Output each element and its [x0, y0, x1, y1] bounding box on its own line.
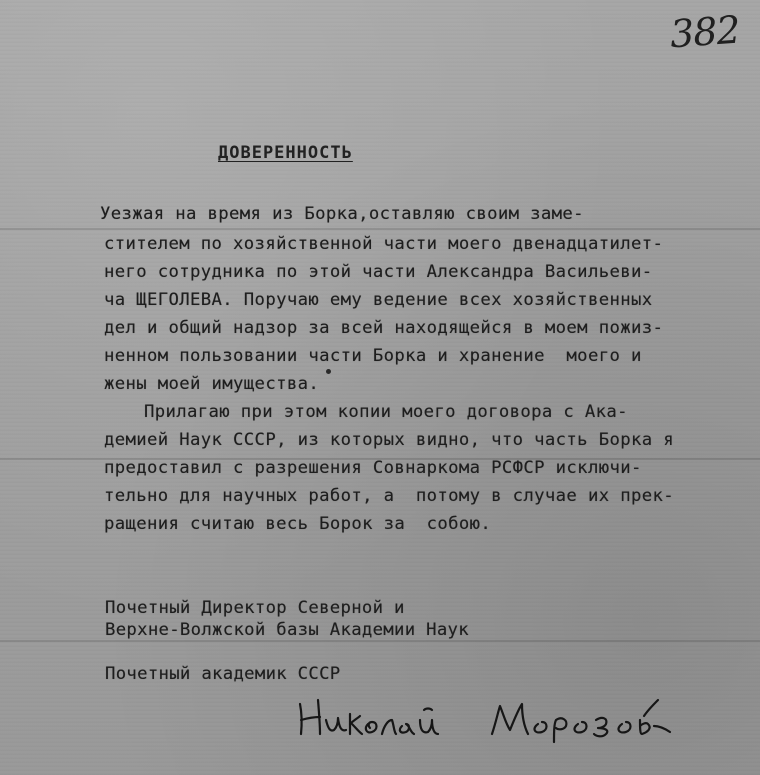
- archive-page-number: 382: [668, 7, 741, 57]
- body-line: стителем по хозяйственной части моего двенадцатилет-: [104, 234, 664, 254]
- body-line: него сотрудника по этой части Александра Васильеви-: [104, 262, 653, 282]
- body-line: ча ЩЕГОЛЕВА. Поручаю ему ведение всех хозяйственных: [104, 290, 653, 310]
- handwritten-signature: [292, 686, 677, 746]
- body-line: ненном пользовании части Борка и хранение моего и: [104, 346, 642, 366]
- body-line: тельно для научных работ, а потому в случае их прек-: [104, 486, 674, 506]
- document-title: ДОВЕРЕННОСТЬ: [218, 143, 353, 163]
- paper-crease: [0, 640, 760, 642]
- body-line: жены моей имущества.: [104, 374, 320, 394]
- body-line: предоставил с разрешения Совнаркома РСФСР исключи-: [104, 458, 642, 478]
- body-line: Уезжая на время из Борка,оставляю своим заме-: [100, 204, 584, 224]
- signatory-title-line: Почетный Директор Северной и: [105, 598, 405, 618]
- body-line: демией Наук СССР, из которых видно, что часть Борка я: [104, 430, 674, 450]
- ink-speck: [326, 369, 331, 374]
- body-line: Прилагаю при этом копии моего договора с Ака-: [144, 402, 628, 422]
- body-line: дел и общий надзор за всей находящейся в моем пожиз-: [104, 318, 664, 338]
- body-line: ращения считаю весь Борок за собою.: [104, 514, 492, 534]
- paper-crease: [0, 228, 760, 230]
- signatory-rank-line: Почетный академик СССР: [105, 664, 341, 684]
- signatory-title-line: Верхне-Волжской базы Академии Наук: [105, 620, 469, 640]
